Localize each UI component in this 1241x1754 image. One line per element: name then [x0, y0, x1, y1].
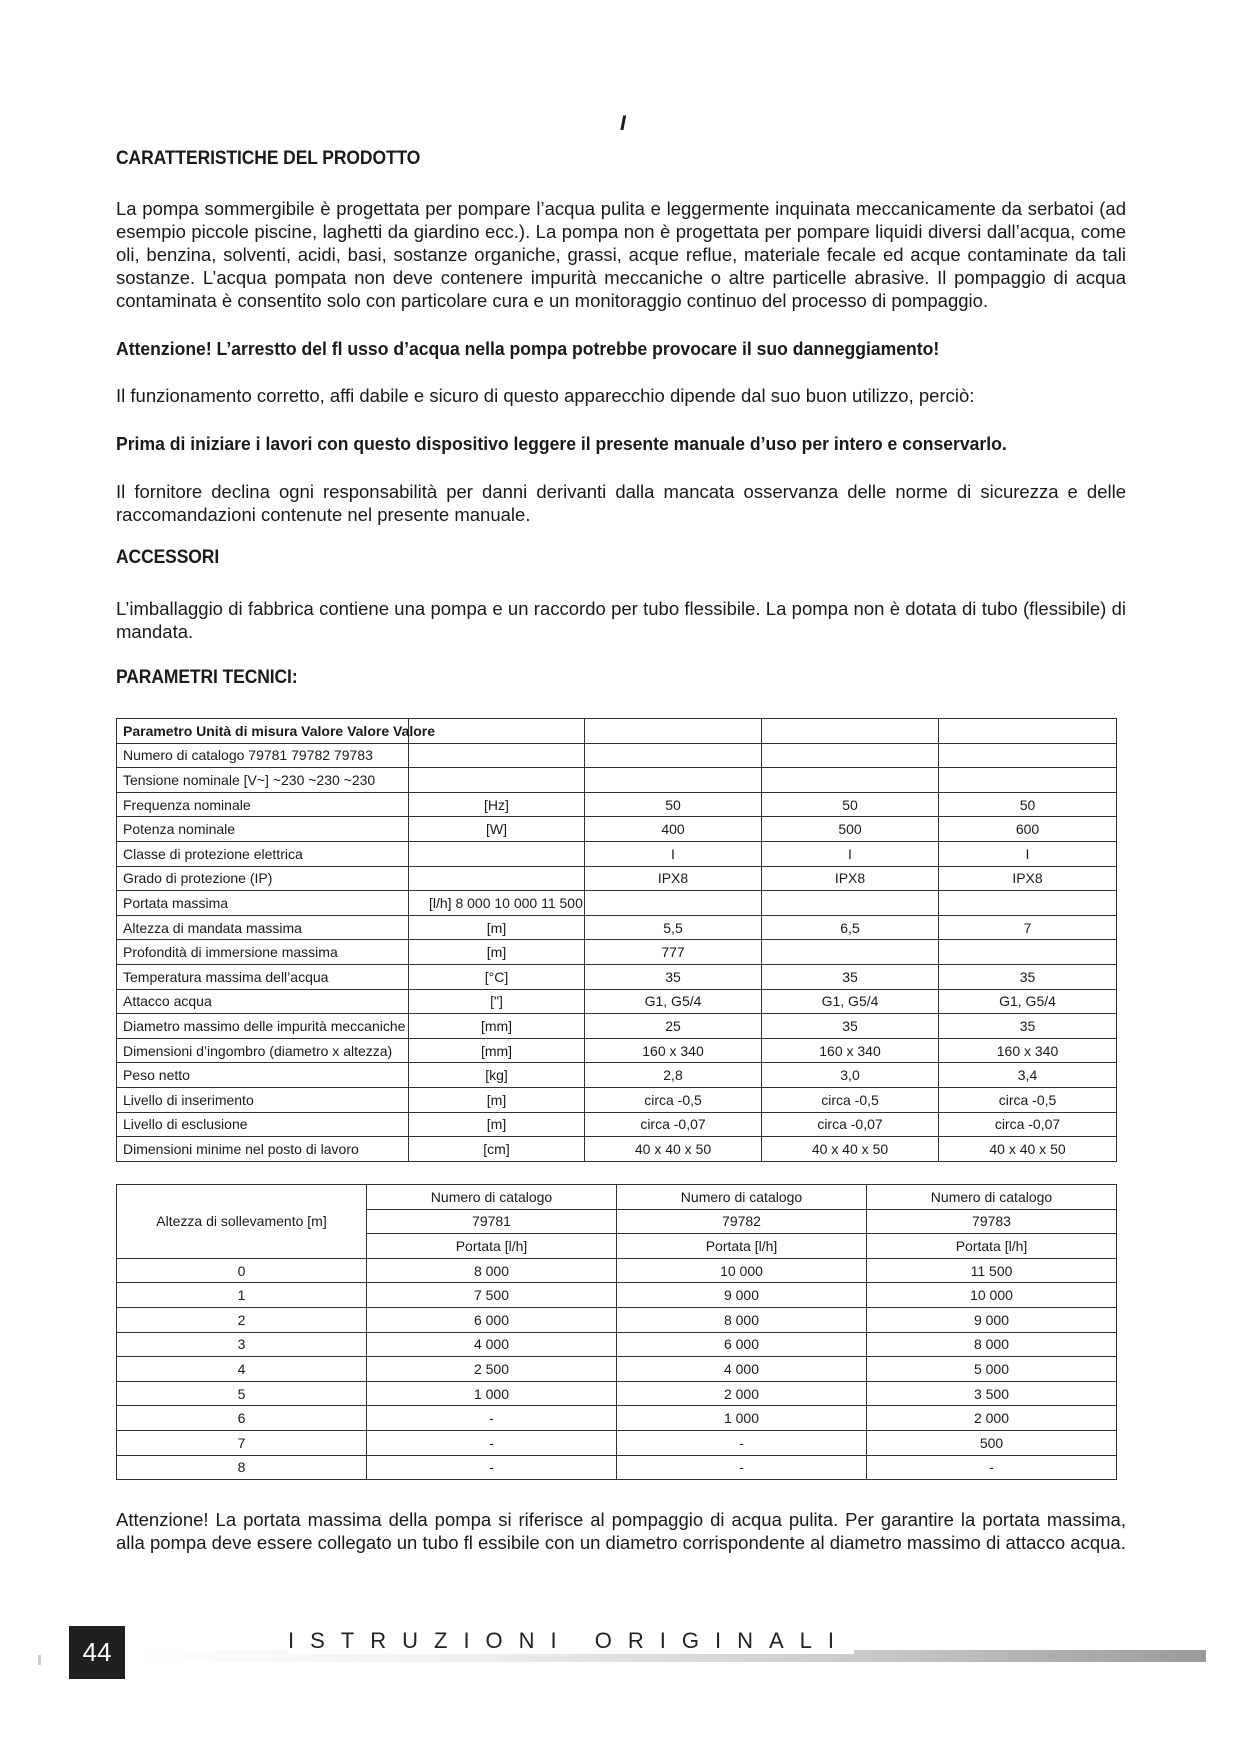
table-row	[117, 1137, 1117, 1162]
height-cell: 8	[117, 1455, 367, 1480]
param-cell: Classe di protezione elettrica	[117, 841, 409, 866]
flow-cell: 8 000	[867, 1332, 1117, 1357]
height-cell: 2	[117, 1307, 367, 1332]
flow-cell: 9 000	[867, 1307, 1117, 1332]
table-row	[117, 940, 1117, 965]
height-cell: 7	[117, 1430, 367, 1455]
param-cell: Attacco acqua	[117, 989, 409, 1014]
value-cell: 160 x 340	[585, 1038, 762, 1063]
table-row	[117, 1332, 1117, 1357]
value-cell: I	[585, 841, 762, 866]
table-row	[117, 1185, 1117, 1210]
value-cell: 6,5	[762, 915, 939, 940]
flow-rate-table	[116, 1184, 1117, 1480]
table-row	[117, 989, 1117, 1014]
heading-accessories: ACCESSORI	[116, 547, 220, 568]
flow-cell: 6 000	[367, 1307, 617, 1332]
table-row	[117, 1038, 1117, 1063]
flow-cell: 10 000	[867, 1283, 1117, 1308]
value-cell: I	[762, 841, 939, 866]
table-cell	[939, 719, 1117, 744]
table-header-cell: Parametro Unità di misura Valore Valore Valore	[117, 719, 409, 744]
paragraph-read-manual: Prima di iniziare i lavori con questo dispositivo leggere il presente manuale d’uso per intero e conservarlo.	[116, 433, 1007, 454]
value-cell: 25	[585, 1014, 762, 1039]
table-cell	[585, 719, 762, 744]
table-row	[117, 1455, 1117, 1480]
value-cell: G1, G5/4	[585, 989, 762, 1014]
height-cell: 3	[117, 1332, 367, 1357]
paragraph-accessories: L’imballaggio di fabbrica contiene una pompa e un raccordo per tubo flessibile. La pompa non è dotata di tubo (flessibile) di mandata.	[116, 598, 1126, 642]
table-row	[117, 915, 1117, 940]
flow-cell: 9 000	[617, 1283, 867, 1308]
param-cell: Altezza di mandata massima	[117, 915, 409, 940]
unit-cell: [°C]	[409, 964, 585, 989]
param-cell: Dimensioni d’ingombro (diametro x altezza)	[117, 1038, 409, 1063]
table-cell	[585, 768, 762, 793]
table-row	[117, 1406, 1117, 1431]
unit-cell	[409, 841, 585, 866]
unit-cell: [m]	[409, 1087, 585, 1112]
unit-cell: [W]	[409, 817, 585, 842]
unit-cell: [m]	[409, 915, 585, 940]
param-cell: Potenza nominale	[117, 817, 409, 842]
flow-cell: -	[367, 1430, 617, 1455]
flow-cell: 1 000	[617, 1406, 867, 1431]
param-cell: Profondità di immersione massima	[117, 940, 409, 965]
table-row	[117, 1430, 1117, 1455]
table-cell	[939, 743, 1117, 768]
table-row	[117, 1357, 1117, 1382]
paragraph-liability: Il fornitore declina ogni responsabilità per danni derivanti dalla mancata osservanza delle norme di sicurezza e delle raccomandazioni contenute nel presente manuale.	[116, 481, 1126, 525]
table-row	[117, 1087, 1117, 1112]
table-row	[117, 1014, 1117, 1039]
table-cell	[939, 768, 1117, 793]
table-row	[117, 792, 1117, 817]
value-cell: 40 x 40 x 50	[939, 1137, 1117, 1162]
flow-cell: 8 000	[617, 1307, 867, 1332]
model-number: 79781	[367, 1209, 617, 1234]
flow-cell: -	[367, 1455, 617, 1480]
table-row	[117, 1112, 1117, 1137]
flow-cell: 2 000	[867, 1406, 1117, 1431]
value-cell: 7	[939, 915, 1117, 940]
value-cell: 3,4	[939, 1063, 1117, 1088]
table-cell: Tensione nominale [V~] ~230 ~230 ~230	[117, 768, 409, 793]
flow-cell: -	[367, 1406, 617, 1431]
table-row	[117, 964, 1117, 989]
footer-title: ISTRUZIONI ORIGINALI	[288, 1628, 854, 1654]
flow-cell: 2 000	[617, 1381, 867, 1406]
table-row	[117, 1258, 1117, 1283]
flow-cell: 4 000	[617, 1357, 867, 1382]
value-cell	[762, 940, 939, 965]
table-row	[117, 1381, 1117, 1406]
param-cell: Livello di esclusione	[117, 1112, 409, 1137]
flow-header: Portata [l/h]	[617, 1234, 867, 1259]
value-cell: IPX8	[585, 866, 762, 891]
value-cell: 35	[939, 964, 1117, 989]
param-cell: Peso netto	[117, 1063, 409, 1088]
table-cell	[409, 768, 585, 793]
table-row	[117, 866, 1117, 891]
value-cell: IPX8	[939, 866, 1117, 891]
value-cell: 160 x 340	[939, 1038, 1117, 1063]
height-cell: 6	[117, 1406, 367, 1431]
table-cell	[762, 719, 939, 744]
lift-height-header: Altezza di sollevamento [m]	[117, 1185, 367, 1259]
value-cell: 35	[762, 964, 939, 989]
heading-product-features: CARATTERISTICHE DEL PRODOTTO	[116, 148, 421, 169]
value-cell: 400	[585, 817, 762, 842]
value-cell: 2,8	[585, 1063, 762, 1088]
value-cell: circa -0,07	[585, 1112, 762, 1137]
flow-cell: 7 500	[367, 1283, 617, 1308]
value-cell: 600	[939, 817, 1117, 842]
flow-cell: 6 000	[617, 1332, 867, 1357]
value-cell: 3,0	[762, 1063, 939, 1088]
catalog-header: Numero di catalogo	[617, 1185, 867, 1210]
value-cell: 50	[939, 792, 1117, 817]
value-cell: 160 x 340	[762, 1038, 939, 1063]
heading-technical-parameters: PARAMETRI TECNICI:	[116, 667, 298, 688]
table-cell	[585, 743, 762, 768]
technical-parameters-table	[116, 718, 1117, 1162]
param-cell: Frequenza nominale	[117, 792, 409, 817]
table-cell	[409, 743, 585, 768]
flow-cell: 4 000	[367, 1332, 617, 1357]
flow-header: Portata [l/h]	[367, 1234, 617, 1259]
flow-cell: 1 000	[367, 1381, 617, 1406]
model-number: 79782	[617, 1209, 867, 1234]
value-cell: 500	[762, 817, 939, 842]
flow-cell: -	[867, 1455, 1117, 1480]
value-cell: 35	[939, 1014, 1117, 1039]
param-cell: Dimensioni minime nel posto di lavoro	[117, 1137, 409, 1162]
page-number: 44	[69, 1626, 125, 1679]
value-cell: circa -0,5	[762, 1087, 939, 1112]
table-row	[117, 841, 1117, 866]
flow-cell: 10 000	[617, 1258, 867, 1283]
value-cell: 40 x 40 x 50	[585, 1137, 762, 1162]
catalog-header: Numero di catalogo	[367, 1185, 617, 1210]
unit-cell: [mm]	[409, 1014, 585, 1039]
value-cell	[585, 891, 762, 916]
value-cell: 50	[585, 792, 762, 817]
language-marker: I	[620, 112, 626, 135]
value-cell: circa -0,5	[585, 1087, 762, 1112]
table-row	[117, 768, 1117, 793]
value-cell: 35	[585, 964, 762, 989]
table-cell: Numero di catalogo 79781 79782 79783	[117, 743, 409, 768]
value-cell	[939, 891, 1117, 916]
unit-cell: [cm]	[409, 1137, 585, 1162]
value-cell: 35	[762, 1014, 939, 1039]
unit-cell: [m]	[409, 940, 585, 965]
table-row	[117, 1283, 1117, 1308]
paragraph-usage: Il funzionamento corretto, affi dabile e sicuro di questo apparecchio dipende dal suo buon utilizzo, perciò:	[116, 385, 975, 406]
table-row	[117, 719, 1117, 744]
flow-cell: 500	[867, 1430, 1117, 1455]
value-cell: 40 x 40 x 50	[762, 1137, 939, 1162]
paragraph-intro: La pompa sommergibile è progettata per pompare l’acqua pulita e leggermente inquinata meccanicamente da serbatoi (ad esempio piccole piscine, laghetti da giardino ecc.). La pompa non è progettata per pompare liquidi diversi dall’acqua, come oli, benzina, solventi, acidi, basi, sostanze organiche, grassi, acque reflue, materiale fecale ed acque contaminate da tali sostanze. L’acqua pompata non deve contenere impurità meccaniche o altre particelle abrasive. Il pompaggio di acqua contaminata è consentito solo con particolare cura e un monitoraggio continuo del processo di pompaggio.	[116, 198, 1126, 311]
catalog-header: Numero di catalogo	[867, 1185, 1117, 1210]
value-cell: 5,5	[585, 915, 762, 940]
value-cell: circa -0,07	[939, 1112, 1117, 1137]
unit-cell: [Hz]	[409, 792, 585, 817]
param-cell: Portata massima	[117, 891, 409, 916]
height-cell: 4	[117, 1357, 367, 1382]
unit-cell: [kg]	[409, 1063, 585, 1088]
height-cell: 0	[117, 1258, 367, 1283]
flow-cell: 8 000	[367, 1258, 617, 1283]
table-row	[117, 1307, 1117, 1332]
flow-cell: -	[617, 1455, 867, 1480]
flow-header: Portata [l/h]	[867, 1234, 1117, 1259]
value-cell: G1, G5/4	[939, 989, 1117, 1014]
height-cell: 1	[117, 1283, 367, 1308]
value-cell: IPX8	[762, 866, 939, 891]
unit-cell	[409, 866, 585, 891]
unit-cell: [l/h] 8 000 10 000 11 500	[409, 891, 585, 916]
table-row	[117, 743, 1117, 768]
table-cell	[762, 743, 939, 768]
unit-cell: ["]	[409, 989, 585, 1014]
value-cell	[939, 940, 1117, 965]
flow-cell: -	[617, 1430, 867, 1455]
table-row	[117, 817, 1117, 842]
table-cell	[762, 768, 939, 793]
value-cell: circa -0,5	[939, 1087, 1117, 1112]
model-number: 79783	[867, 1209, 1117, 1234]
value-cell	[762, 891, 939, 916]
unit-cell: [mm]	[409, 1038, 585, 1063]
height-cell: 5	[117, 1381, 367, 1406]
footer-decoration	[38, 1655, 41, 1665]
flow-cell: 2 500	[367, 1357, 617, 1382]
unit-cell: [m]	[409, 1112, 585, 1137]
value-cell: G1, G5/4	[762, 989, 939, 1014]
table-row	[117, 1063, 1117, 1088]
table-row	[117, 891, 1117, 916]
param-cell: Grado di protezione (IP)	[117, 866, 409, 891]
param-cell: Diametro massimo delle impurità meccaniche	[117, 1014, 409, 1039]
value-cell: circa -0,07	[762, 1112, 939, 1137]
flow-cell: 5 000	[867, 1357, 1117, 1382]
param-cell: Temperatura massima dell’acqua	[117, 964, 409, 989]
value-cell: I	[939, 841, 1117, 866]
value-cell: 777	[585, 940, 762, 965]
param-cell: Livello di inserimento	[117, 1087, 409, 1112]
flow-cell: 3 500	[867, 1381, 1117, 1406]
paragraph-warning-flow-rate: Attenzione! La portata massima della pompa si riferisce al pompaggio di acqua pulita. Per garantire la portata massima, alla pompa deve essere collegato un tubo fl essibile con un diametro corrispondente al diametro massimo di attacco acqua.	[116, 1509, 1126, 1553]
value-cell: 50	[762, 792, 939, 817]
flow-cell: 11 500	[867, 1258, 1117, 1283]
paragraph-warning-flow: Attenzione! L’arrestto del fl usso d’acqua nella pompa potrebbe provocare il suo danneggiamento!	[116, 338, 940, 359]
